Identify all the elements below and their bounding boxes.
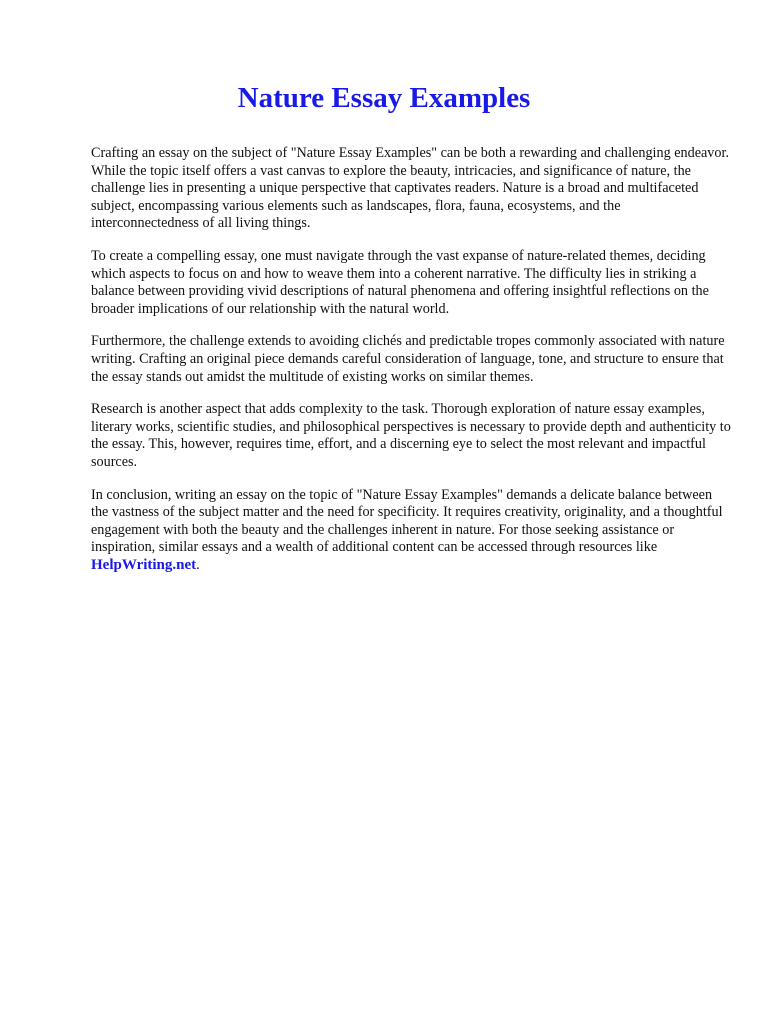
page-title: Nature Essay Examples [237,82,531,114]
paragraph-conclusion [91,487,731,575]
paragraph-cliches: Furthermore, the challenge extends to avoiding clichés and predictable tropes commonly associated with nature writing. Crafting an original piece demands careful consideration of language, tone, and structure to ensure that the essay stands out amidst the multitude of existing works on similar themes. [91,333,725,385]
paragraph-themes: To create a compelling essay, one must navigate through the vast expanse of nature-related themes, deciding which aspects to focus on and how to weave them into a coherent narrative. The difficulty lies in striking a balance between providing vivid descriptions of natural phenomena and offering insightful reflections on the broader implications of our relationship with the natural world. [91,247,709,317]
essay-body [91,145,731,589]
conclusion-period: . [196,556,200,573]
helpwriting-link[interactable]: HelpWriting.net [91,556,197,573]
paragraph-intro: Crafting an essay on the subject of "Nature Essay Examples" can be both a rewarding and challenging endeavor. While the topic itself offers a vast canvas to explore the beauty, intricacies, and significance of nature, the challenge lies in presenting a unique perspective that captivates readers. Nature is a broad and multifaceted subject, encompassing various elements such as landscapes, flora, fauna, ecosystems, and the interconnectedness of all living things. [91,145,729,232]
paragraph-research: Research is another aspect that adds complexity to the task. Thorough exploration of nature essay examples, literary works, scientific studies, and philosophical perspectives is necessary to provide depth and authenticity to the essay. This, however, requires time, effort, and a discerning eye to select the most relevant and impactful sources. [91,401,731,470]
conclusion-text: In conclusion, writing an essay on the topic of "Nature Essay Examples" demands a delicate balance between the vastness of the subject matter and the need for specificity. It requires creativity, originality, and a thoughtful engagement with both the beauty and the challenges inherent in nature. For those seeking assistance or inspiration, similar essays and a wealth of additional content can be accessed through resources like [91,486,723,556]
